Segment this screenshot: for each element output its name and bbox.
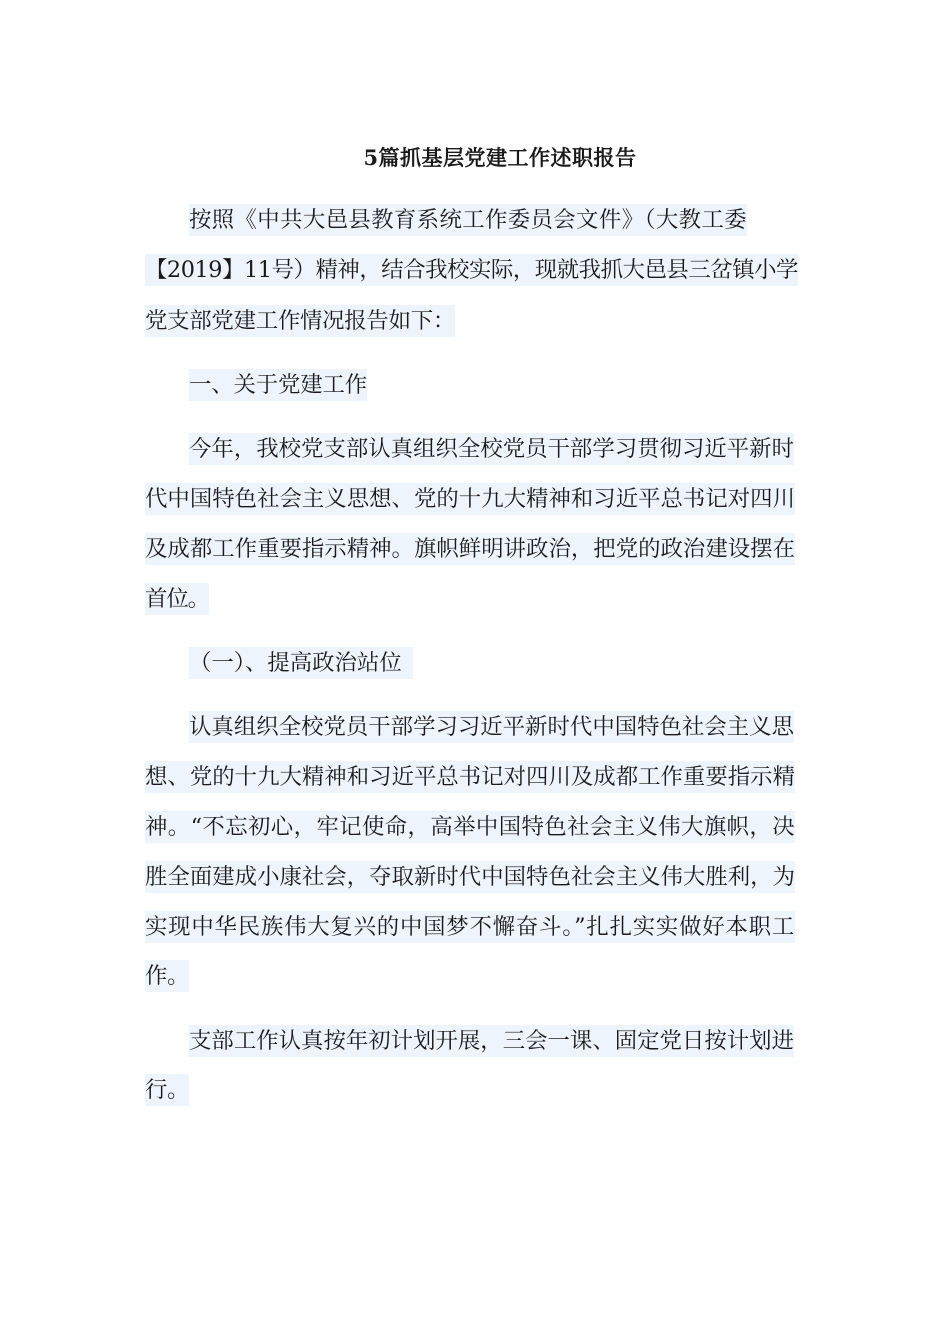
paragraph-3-line-6: 作。: [145, 960, 189, 992]
document-title: 5篇抓基层党建工作述职报告: [363, 145, 637, 170]
paragraph-1-line-1: 按照《中共大邑县教育系统工作委员会文件》（大教工委: [189, 204, 747, 236]
paragraph-3-line-4: 胜全面建成小康社会，夺取新时代中国特色社会主义伟大胜利，为: [145, 861, 795, 893]
paragraph-3-line-5: 实现中华民族伟大复兴的中国梦不懈奋斗。”扎扎实实做好本职工: [145, 911, 795, 943]
subsection-heading-1: （一）、提高政治站位: [189, 647, 413, 679]
paragraph-2-line-4: 首位。: [145, 583, 209, 615]
paragraph-2-line-2: 代中国特色社会主义思想、党的十九大精神和习近平总书记对四川: [145, 483, 795, 515]
section-heading-1: 一、关于党建工作: [189, 369, 367, 401]
paragraph-1-line-2: 【2019】11号）精神，结合我校实际，现就我抓大邑县三岔镇小学: [145, 254, 798, 286]
paragraph-3-line-1: 认真组织全校党员干部学习习近平新时代中国特色社会主义思: [189, 711, 794, 743]
paragraph-4-line-2: 行。: [145, 1074, 189, 1106]
paragraph-4-line-1: 支部工作认真按年初计划开展，三会一课、固定党日按计划进: [189, 1025, 794, 1057]
paragraph-3-line-3: 神。“不忘初心，牢记使命，高举中国特色社会主义伟大旗帜，决: [145, 811, 795, 843]
paragraph-1-line-3: 党支部党建工作情况报告如下：: [145, 305, 455, 337]
paragraph-2-line-3: 及成都工作重要指示精神。旗帜鲜明讲政治，把党的政治建设摆在: [145, 533, 795, 565]
paragraph-2-line-1: 今年，我校党支部认真组织全校党员干部学习贯彻习近平新时: [189, 433, 794, 465]
paragraph-3-line-2: 想、党的十九大精神和习近平总书记对四川及成都工作重要指示精: [145, 761, 795, 793]
